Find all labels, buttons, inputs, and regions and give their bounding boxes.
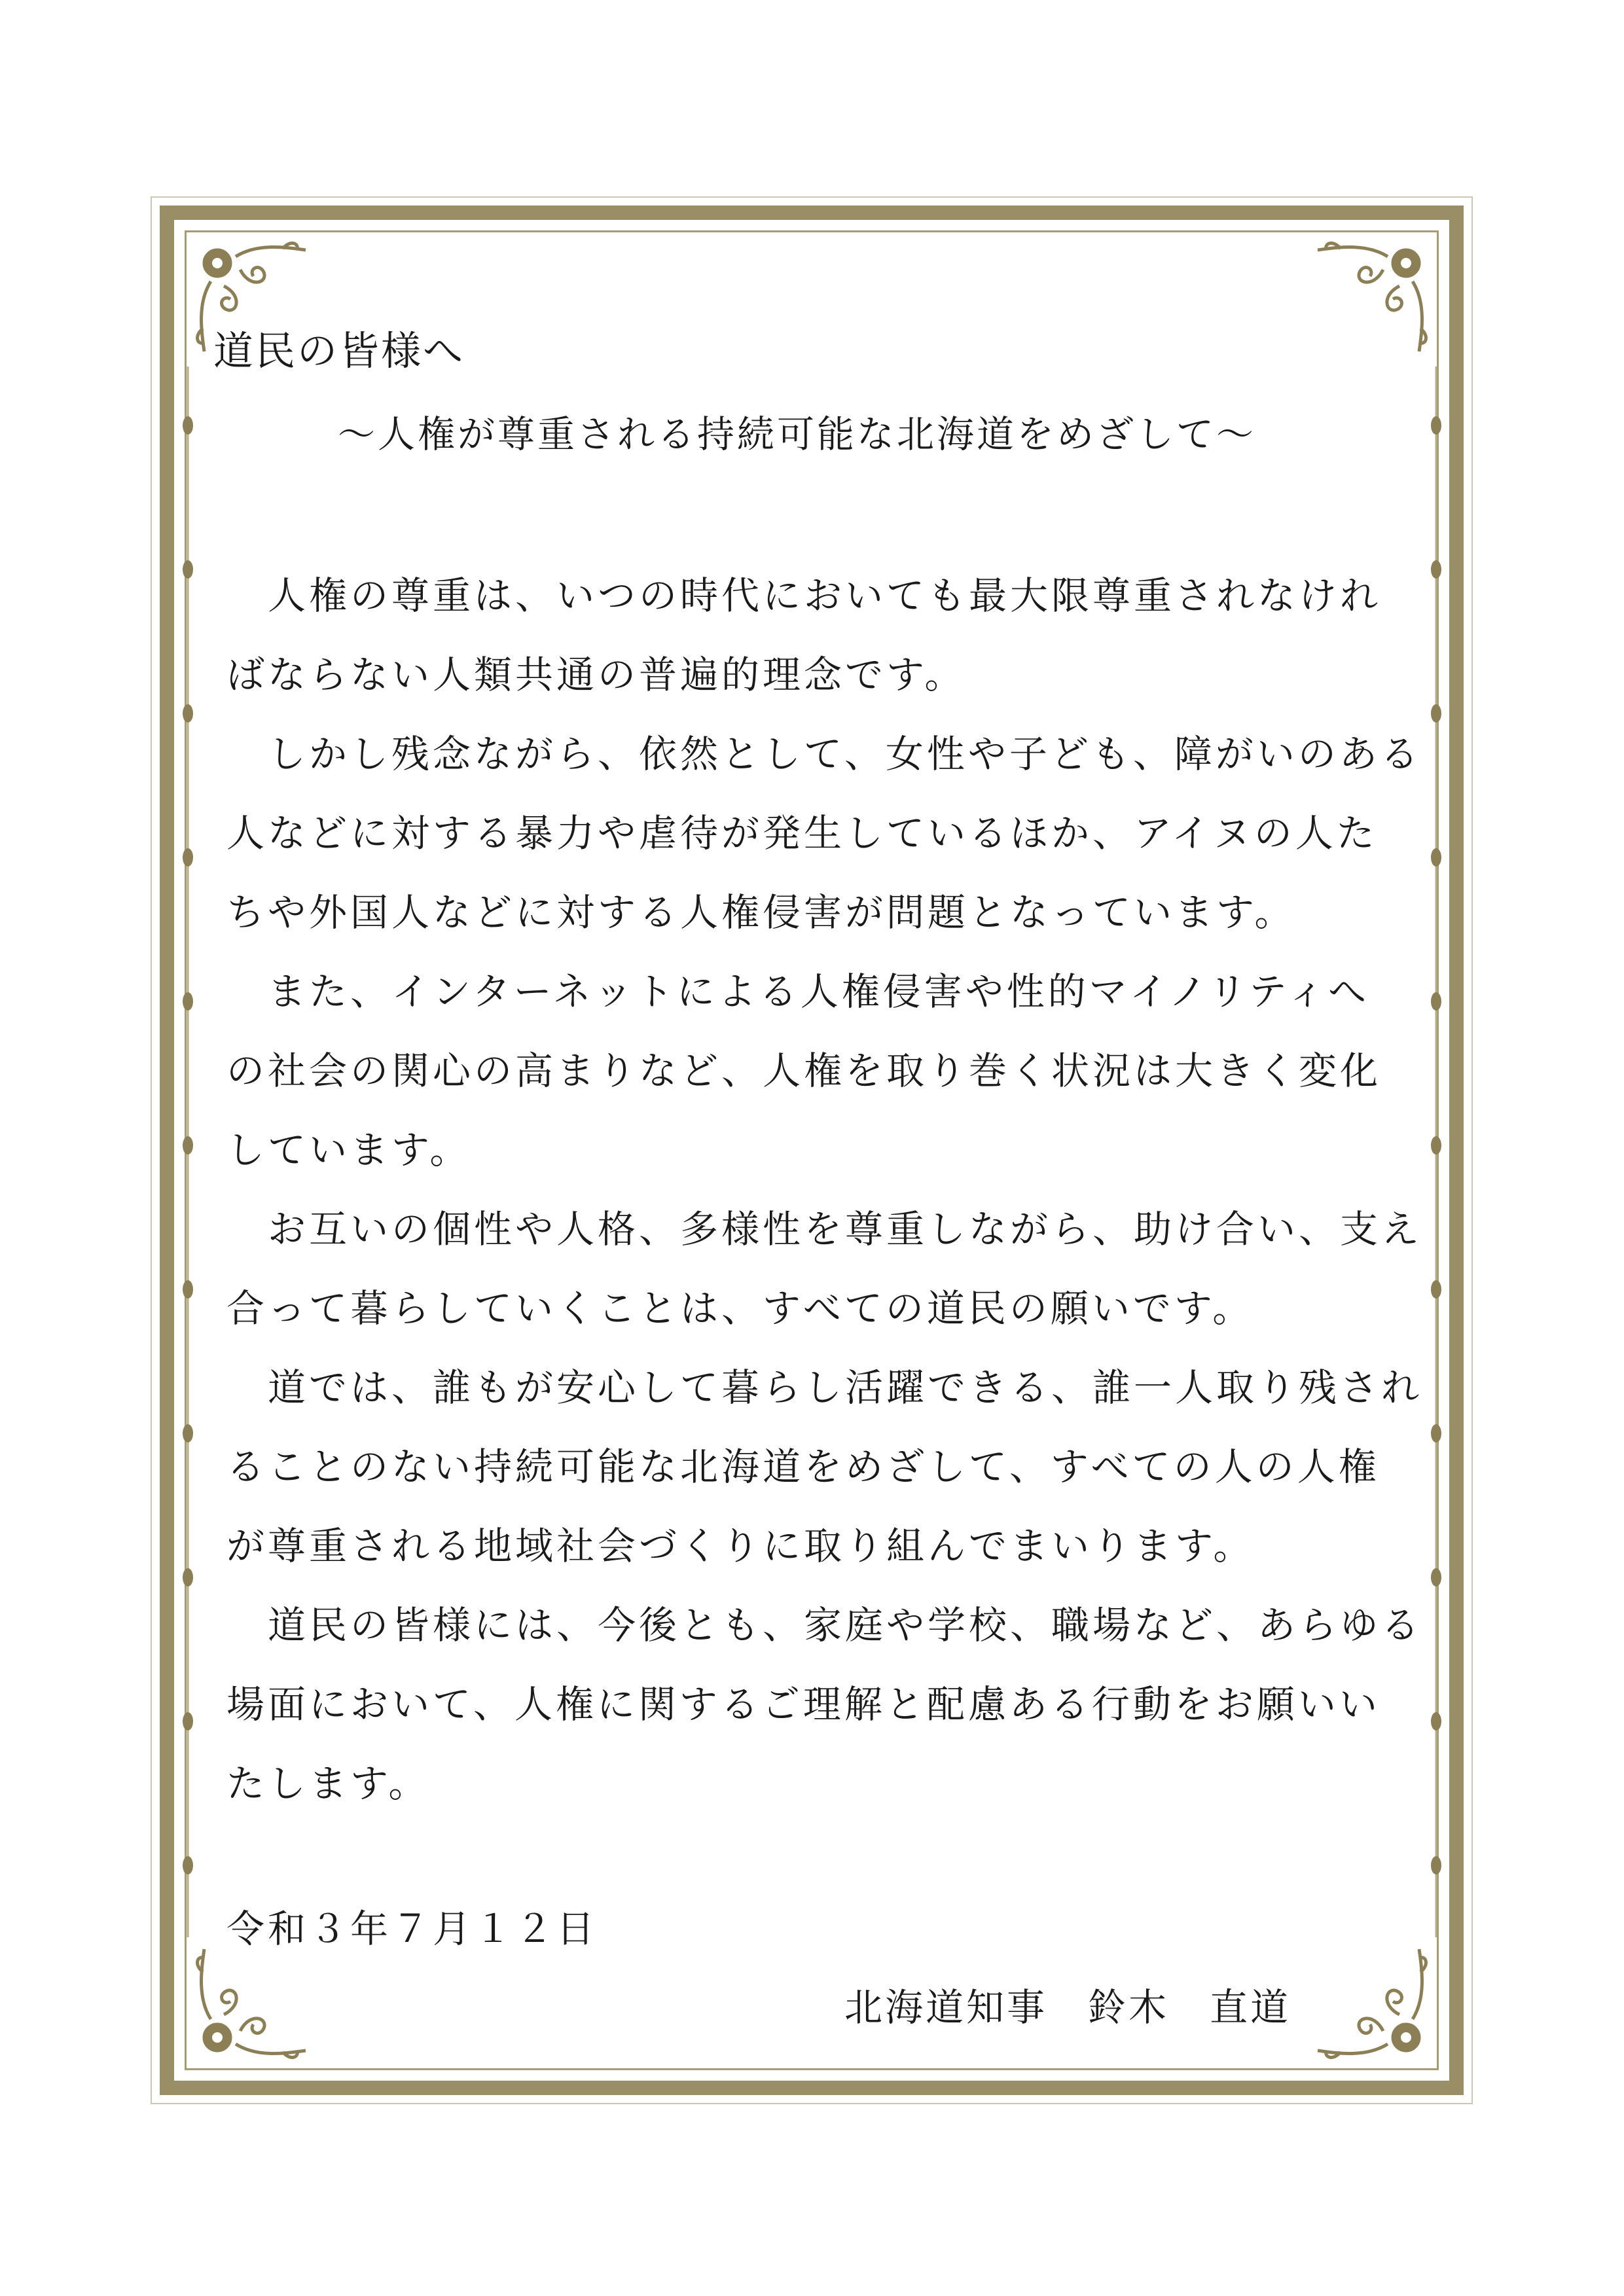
body-line: たします。	[226, 1761, 430, 1806]
body-line: しかし残念ながら、依然として、女性や子ども、障がいのある	[226, 732, 1422, 776]
addressee: 道民の皆様へ	[213, 328, 465, 374]
body-line: お互いの個性や人格、多様性を尊重しながら、助け合い、支え	[226, 1207, 1423, 1251]
body-line: 人などに対する暴力や虐待が発生しているほか、アイヌの人た	[226, 811, 1378, 855]
corner-ornament-icon	[185, 1939, 316, 2070]
body-line: 道民の皆様には、今後とも、家庭や学校、職場など、あらゆる	[226, 1603, 1423, 1647]
body-line: 道では、誰もが安心して暮らし活躍できる、誰一人取り残され	[226, 1365, 1423, 1410]
signature: 北海道知事 鈴木 直道	[844, 1985, 1291, 2030]
frame-rail-left	[181, 367, 195, 1937]
body-line: が尊重される地域社会づくりに取り組んでまいります。	[226, 1524, 1255, 1568]
body-line: 人権の尊重は、いつの時代においても最大限尊重されなけれ	[226, 573, 1382, 618]
body-line: 合って暮らしていくことは、すべての道民の願いです。	[226, 1286, 1254, 1331]
subtitle: ～人権が尊重される持続可能な北海道をめざして～	[338, 413, 1256, 456]
body-line: 場面において、人権に関するご理解と配慮ある行動をお願いい	[226, 1682, 1380, 1727]
letter-body	[226, 556, 1423, 1823]
body-line: ちや外国人などに対する人権侵害が問題となっています。	[226, 890, 1296, 935]
frame-rail-right	[1429, 367, 1443, 1937]
letter-date: 令和３年７月１２日	[226, 1907, 598, 1951]
body-line: の社会の関心の高まりなど、人権を取り巻く状況は大きく変化	[226, 1049, 1382, 1093]
body-line: しています。	[226, 1128, 471, 1172]
corner-ornament-icon	[1308, 1939, 1439, 2070]
corner-ornament-icon	[1308, 230, 1439, 361]
body-line: ることのない持続可能な北海道をめざして、すべての人の人権	[226, 1444, 1380, 1489]
body-line: ばならない人類共通の普遍的理念です。	[226, 653, 966, 697]
body-line: また、インターネットによる人権侵害や性的マイノリティへ	[226, 969, 1370, 1014]
